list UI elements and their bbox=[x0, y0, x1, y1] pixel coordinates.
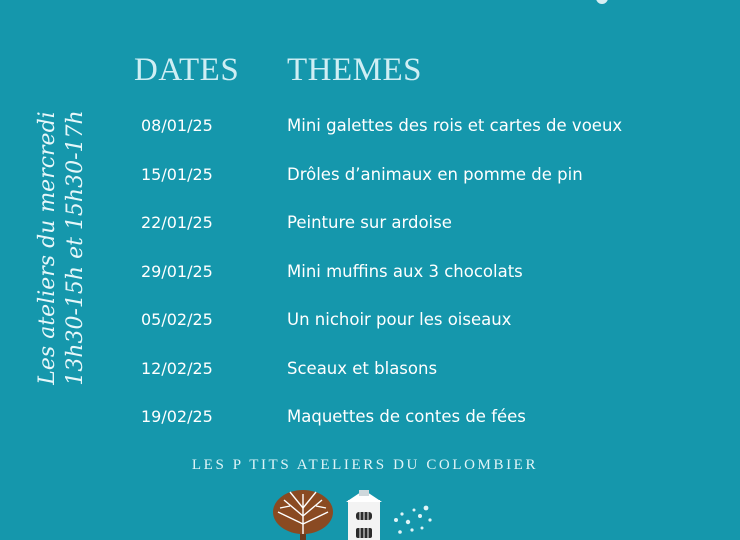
themes-header: THEMES bbox=[287, 52, 422, 88]
footer-title: LES P TITS ATELIERS DU COLOMBIER bbox=[191, 457, 539, 473]
table-row bbox=[0, 355, 740, 404]
row-date: 22/01/25 bbox=[141, 213, 213, 232]
row-date: 08/01/25 bbox=[141, 116, 213, 135]
row-theme: Mini galettes des rois et cartes de voeux bbox=[287, 116, 623, 135]
table-row bbox=[0, 112, 740, 161]
decorative-dot bbox=[596, 0, 608, 4]
row-date: 05/02/25 bbox=[141, 310, 213, 329]
tree-icon bbox=[273, 490, 333, 540]
row-theme: Drôles d’animaux en pomme de pin bbox=[287, 164, 583, 184]
row-theme: Peinture sur ardoise bbox=[287, 213, 452, 232]
row-theme: Maquettes de contes de fées bbox=[287, 407, 526, 426]
row-theme: Sceaux et blasons bbox=[287, 358, 438, 378]
house-icon bbox=[346, 490, 382, 540]
row-theme: Un nichoir pour les oiseaux bbox=[287, 310, 512, 329]
table-row bbox=[0, 209, 740, 258]
table-row bbox=[0, 403, 740, 452]
row-date: 15/01/25 bbox=[141, 164, 213, 184]
dates-header: DATES bbox=[134, 52, 240, 88]
table-row bbox=[0, 161, 740, 210]
snowflakes-icon bbox=[394, 506, 432, 534]
side-caption-line-2: 13h30-15h et 15h30-17h bbox=[63, 110, 88, 386]
row-date: 29/01/25 bbox=[141, 261, 213, 281]
schedule-table bbox=[0, 112, 740, 452]
table-row bbox=[0, 306, 740, 355]
row-theme: Mini muffins aux 3 chocolats bbox=[287, 261, 523, 281]
row-date: 19/02/25 bbox=[141, 407, 213, 426]
side-caption-line-1: Les ateliers du mercredi bbox=[35, 111, 60, 385]
table-row bbox=[0, 258, 740, 307]
winter-illustration bbox=[250, 486, 450, 540]
row-date: 12/02/25 bbox=[141, 358, 213, 378]
